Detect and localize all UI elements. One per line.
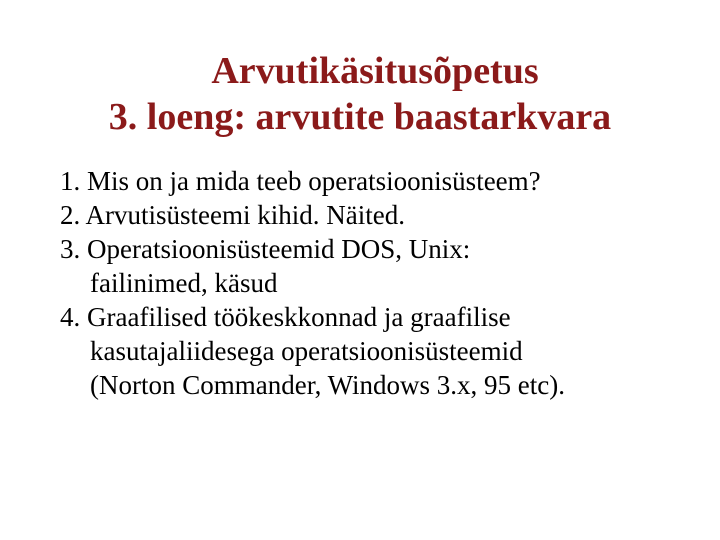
list-item (60, 300, 700, 402)
list-item-text: 2. Arvutisüsteemi kihid. Näited. (60, 200, 405, 230)
title-line-1: Arvutikäsitusõpetus (211, 50, 539, 92)
list-item-text: 3. Operatsioonisüsteemid DOS, Unix: (60, 234, 471, 264)
list-item (60, 198, 700, 232)
list-item-continuation: kasutajaliidesega operatsioonisüsteemid (90, 336, 523, 366)
list-item-continuation: (Norton Commander, Windows 3.x, 95 etc). (90, 370, 566, 400)
title-line-2: 3. loeng: arvutite baastarkvara (108, 96, 612, 138)
list-item-text: 4. Graafilised töökeskkonnad ja graafilise (60, 302, 511, 332)
list-item-text: 1. Mis on ja mida teeb operatsioonisüsteem? (60, 166, 541, 196)
topic-list (60, 164, 700, 402)
list-item (60, 164, 700, 198)
list-item-continuation: failinimed, käsud (90, 268, 278, 298)
list-item (60, 232, 700, 300)
slide-title (0, 48, 720, 140)
